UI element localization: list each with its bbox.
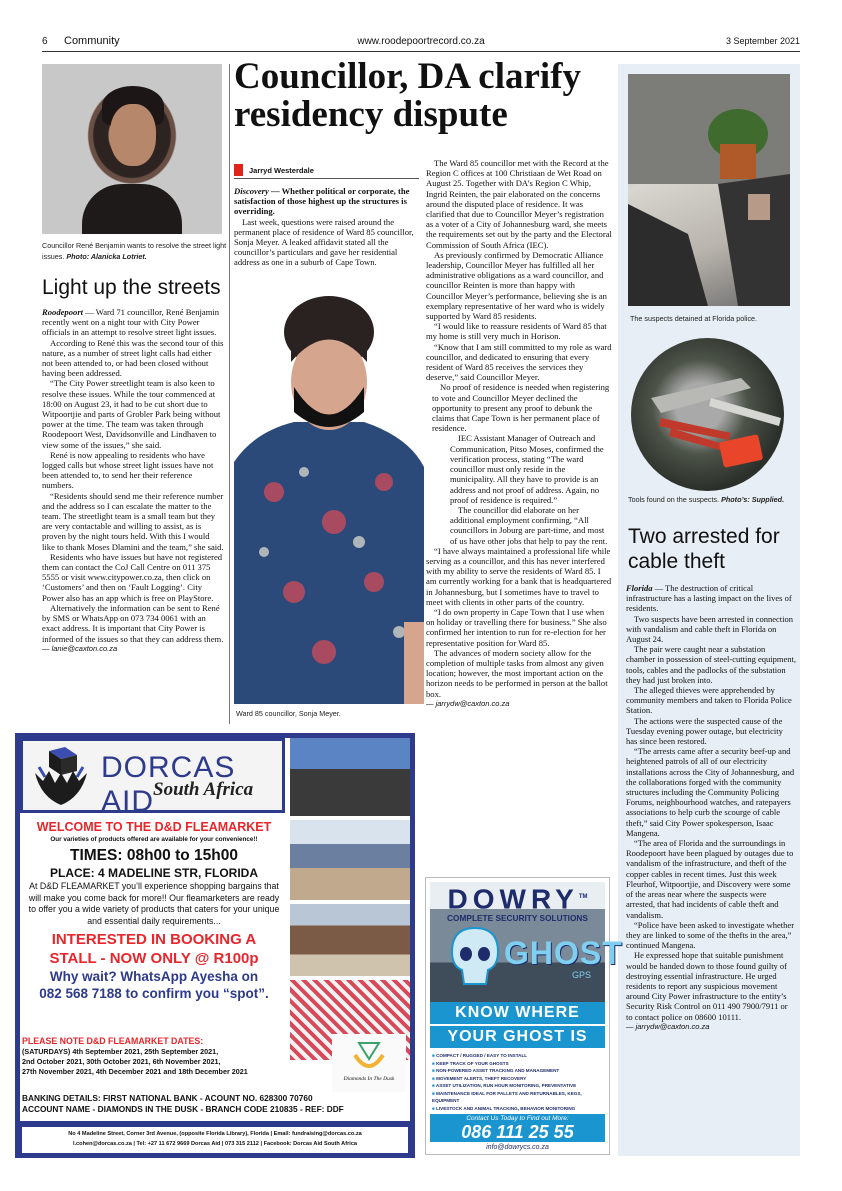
caption-text: Councillor René Benjamin wants to resolve the street light issues. bbox=[42, 241, 227, 261]
banking-line-2: ACCOUNT NAME - DIAMONDS IN THE DUSK - BRANCH CODE 210835 - REF: DDF bbox=[22, 1104, 344, 1114]
feature-list bbox=[432, 1052, 607, 1112]
fleamarket-photos bbox=[290, 738, 410, 1058]
byline-marker-icon bbox=[234, 164, 243, 176]
market-times: TIMES: 08h00 to 15h00 bbox=[70, 847, 238, 864]
tools-photo-caption bbox=[628, 494, 788, 505]
feature-item: ■ LIVESTOCK AND ANIMAL TRACKING, BEHAVIOR MONITORING bbox=[432, 1105, 576, 1111]
paragraph: No proof of residence is needed when registering to vote and Councillor Meyer declined the opportunity to present any proof to debunk the claims that Cape Town is her permanent place of residence. bbox=[432, 382, 610, 434]
paragraph: “I would like to reassure residents of Ward 85 that my home is still very much in Horison. bbox=[426, 321, 607, 342]
skull-icon bbox=[450, 926, 500, 988]
ghost-product-sub: GPS bbox=[572, 970, 592, 980]
ghost-product-name: GHOST bbox=[504, 935, 623, 971]
page-folio bbox=[42, 34, 800, 52]
paragraph: “Police have been asked to investigate whether they are linked to some of the thefts in the area,” continued Mangena. bbox=[626, 919, 795, 951]
feature-item: ■ MOVEMENT ALERTS, THEFT RECOVERY bbox=[432, 1075, 527, 1081]
photo-credit: Photo: Alanicka Lotriet. bbox=[66, 252, 147, 261]
dorcas-aid-advert[interactable] bbox=[15, 733, 415, 1158]
tools-photo bbox=[631, 338, 784, 491]
dates-title: PLEASE NOTE D&D FLEAMARKET DATES: bbox=[22, 1036, 204, 1046]
your-ghost-is-banner: YOUR GHOST IS bbox=[430, 1026, 605, 1048]
paragraph: “The City Power streetlight team is also keen to resolve these issues. While the tour commenced at 18:00 on August 23, it had to be cut short due to Witpoortjie and parts of Grobler Park being without power at the time. The team was taken through Roodepoort West, Davidsonville and Lindhaven to view some of the issues,” she said. bbox=[42, 378, 221, 450]
dowry-brand bbox=[430, 882, 605, 914]
paragraph: As previously confirmed by Democratic Alliance leadership, Councillor Meyer has fulfilled all her administrative obligations as a ward councillor, and councillor Reinten is more than happy with Councillor Meyer’s performance, believing she is an exemplary representative of her ward who is widely supported by Ward 85 residents. bbox=[426, 249, 607, 322]
partner-name: Diamonds In The Dusk bbox=[343, 1076, 395, 1082]
dates-line-1: (SATURDAYS) 4th September 2021, 25th September 2021, bbox=[22, 1047, 219, 1056]
feature-item: ■ NON-POWERED ASSET TRACKING AND MANAGEMENT bbox=[432, 1068, 560, 1073]
welcome-title: WELCOME TO THE D&D FLEAMARKET bbox=[36, 820, 272, 834]
feature-item: ■ ASSET UTILIZATION, RUN HOUR MONITORING, PREVENTATIVE bbox=[432, 1083, 577, 1088]
dorcas-logo bbox=[20, 738, 285, 818]
tagline: Our varieties of products offered are available for your convenience!! bbox=[50, 836, 258, 843]
website-url[interactable]: www.roodepoortrecord.co.za bbox=[357, 36, 485, 47]
contact-label: Contact Us Today to Find out More: bbox=[466, 1115, 569, 1122]
paragraph: Last week, questions were raised around the permanent place of residence of Ward 85 councillor, Sonja Meyer. A leaked affidavit stated all the councillor’s particulars and gave her residential address as one in a suburb of Cape Town. bbox=[234, 216, 414, 268]
fleamarket-info bbox=[20, 820, 288, 1002]
dowry-phone[interactable]: 086 111 25 55 bbox=[461, 1122, 574, 1142]
brand-text: DOWRY bbox=[447, 883, 579, 915]
paragraph: “Know that I am still committed to my role as ward councillor, and dedicated to ensuring that every resident of Ward 85 receives the services they deserve,” said Councillor Meyer. bbox=[426, 341, 612, 383]
diamond-moon-icon bbox=[349, 1037, 389, 1071]
issue-date: 3 September 2021 bbox=[725, 36, 800, 46]
diamonds-in-the-dusk-logo bbox=[332, 1034, 406, 1092]
paragraph: According to René this was the second tour of this nature, as a number of street light calls had either not been attended to, or had been closed without having been addressed. bbox=[42, 337, 224, 379]
feature-item: ■ MAINTENANCE IDEAL FOR PALLETS AND RETURNABLES, KEGS, EQUIPMENT bbox=[432, 1090, 582, 1103]
dorcas-contact-footer bbox=[22, 1127, 408, 1153]
standfirst: — Whether political or corporate, the satisfaction of those highest up the structures is overriding. bbox=[234, 186, 410, 217]
paragraph: Two suspects have been arrested in connection with vandalism and cable theft in Florida on August 24. bbox=[626, 613, 793, 645]
section-name: Community bbox=[64, 35, 120, 47]
paragraph: “I do own property in Cape Town that I use when on holiday or travelling there for business.” She also confirmed her intention to run for re-election for her representative position for Ward 85. bbox=[426, 606, 607, 648]
author-email[interactable]: — lanie@caxton.co.za bbox=[42, 643, 118, 653]
suspects-photo-caption: The suspects detained at Florida police. bbox=[630, 314, 758, 323]
paragraph: — Ward 71 councillor, René Benjamin recently went on a night tour with City Power officials in an attempt to resolve street light issues. bbox=[42, 307, 220, 338]
dates-line-3: 27th November 2021, 4th December 2021 and 18th December 2021 bbox=[22, 1067, 248, 1076]
rene-photo-caption bbox=[42, 240, 227, 262]
feature-text: ASSET UTILIZATION, RUN HOUR MONITORING, PREVENTATIVE bbox=[435, 1083, 577, 1088]
whatsapp-line-2[interactable]: 082 568 7188 to confirm you “spot”. bbox=[39, 986, 269, 1001]
dates-line-2: 2nd October 2021, 30th October 2021, 6th November 2021, bbox=[22, 1057, 221, 1066]
dowry-ghost-gps-advert[interactable] bbox=[425, 877, 623, 1155]
feature-text: KEEP TRACK OF YOUR GHOSTS bbox=[436, 1060, 509, 1066]
right-dateline: Florida bbox=[626, 583, 653, 593]
paragraph: “I have always maintained a professional life while serving as a councillor, and this has never interfered with my ability to serve the residents of Ward 85. I am currently working for a bank that is headquartered in Johannesburg, but I sometimes have to travel to meet with clients in other parts of the country. bbox=[426, 545, 612, 607]
booking-line-1: INTERESTED IN BOOKING A bbox=[51, 931, 257, 948]
paragraph: “The arrests came after a security beef-up and heightened patrols of all of our electricity installations across the City of Johannesburg, and the collaborations forged with the community structures including the Community Policing Forums, neighbourhood watches, and ratepayers associations to help curb the scourge of cable theft,” said City Power spokesperson, Isaac Mangena. bbox=[626, 746, 795, 838]
left-dateline: Roodepoort bbox=[42, 307, 84, 317]
sonja-photo-caption: Ward 85 councillor, Sonja Meyer. bbox=[236, 709, 341, 718]
know-where-banner: KNOW WHERE bbox=[430, 1002, 605, 1024]
main-story-col2 bbox=[426, 158, 612, 709]
ghost-hero-image bbox=[430, 882, 623, 1016]
paragraph: The alleged thieves were apprehended by community members and taken to Florida Police Station. bbox=[626, 685, 792, 716]
dowry-subtitle: COMPLETE SECURITY SOLUTIONS bbox=[447, 913, 588, 923]
paragraph: The advances of modern society allow for the completion of multiple tasks from almost any given location; however, the most important action on the horizon needs to be performed in person at the ballot box. bbox=[426, 647, 608, 699]
feature-text: NON-POWERED ASSET TRACKING AND MANAGEMENT bbox=[436, 1068, 560, 1073]
paragraph: IEC Assistant Manager of Outreach and Communication, Pitso Moses, confirmed the verification process, stating “The ward councillor must only reside in the municipality. All they have to provide is an address and not proof of address. Again, no proof of residence is required.” bbox=[450, 433, 604, 505]
sonja-meyer-photo bbox=[234, 292, 424, 704]
main-headline: Councillor, DA clarify residency dispute bbox=[234, 56, 582, 135]
paragraph: The Ward 85 councillor met with the Record at the Region C offices at 100 Christiaan de Wet Road on August 25. Together with DA’s Region C Whip, Ingrid Reinten, the pair elaborated on the concerns around the disputed place of residence. It was clarified that due to Councillor Meyer’s registration as a voter of a City of Johannesburg ward, she meets the requirements set out by the party and the Electoral Commission of South Africa (IEC). bbox=[426, 158, 612, 250]
byline bbox=[234, 164, 419, 179]
left-headline: Light up the streets bbox=[42, 276, 221, 299]
paragraph: “The area of Florida and the surroundings in Roodepoort have been plagued by outages due to vandalism of the infrastructure, and theft of the copper cables in recent times. Just this week Fleurhof, Witpoortjie, and Discovery were some of the areas near where the suspects were arrested, that had incidents of cable theft and vandalism. bbox=[626, 838, 794, 920]
author-email[interactable]: — jarrydw@caxton.co.za bbox=[426, 698, 510, 708]
paragraph: Residents who have issues but have not registered them can contact the CoJ Call Centre on 011 375 5555 or visit www.citypower.co.za, then click on ‘Customers’ and then on ‘Fault Logging’. City Power also has an app which is free on PlayStore. bbox=[42, 551, 223, 603]
footer-line-1: No 4 Madeline Street, Corner 3rd Avenue, (opposite Florida Library), Florida | Email: fundraising@dorcas.co.za bbox=[68, 1131, 362, 1137]
market-description: At D&D FLEAMARKET you’ll experience shopping bargains that will make you come back for more!! Our fleamarketers are ready to offer you a wide variety of products that caters for your unique and essential daily requirements... bbox=[28, 881, 280, 926]
caption-text: Tools found on the suspects. bbox=[628, 495, 720, 504]
feature-item: ■ KEEP TRACK OF YOUR GHOSTS bbox=[432, 1060, 509, 1066]
byline-author: Jarryd Westerdale bbox=[249, 166, 314, 175]
suspects-photo bbox=[628, 74, 790, 306]
right-headline: Two arrested for cable theft bbox=[628, 525, 780, 573]
hands-box-icon bbox=[31, 747, 91, 807]
paragraph: The pair were caught near a substation chamber in possession of steel-cutting equipment, tools, cables and the padlocks of the substation they had just broken into. bbox=[626, 644, 796, 685]
booking-line-2: STALL - NOW ONLY @ R100p bbox=[49, 950, 259, 967]
trademark: TM bbox=[578, 894, 588, 900]
dorcas-brand-name: DORCAS AID bbox=[101, 751, 236, 818]
paragraph: The actions were the suspected cause of the Tuesday evening power outage, but electricity has since been restored. bbox=[626, 715, 783, 747]
dowry-email[interactable]: info@dowrycs.co.za bbox=[486, 1144, 549, 1151]
paragraph: He expressed hope that suitable punishment would be handed down to those found guilty of destroying essential infrastructure. He urged residents to report any suspicious movement around City Power infrastructure to the entity’s Security Risk Control on 011 490 7900/7911 or to contact police on 08600 10111. bbox=[626, 950, 788, 1022]
author-email[interactable]: — jarrydw@caxton.co.za bbox=[626, 1021, 710, 1031]
footer-line-2: l.cohen@dorcas.co.za | Tel: +27 11 672 9669 Dorcas Aid | 073 315 2112 | Facebook: Dorcas Aid South Africa bbox=[72, 1141, 358, 1147]
contact-banner bbox=[430, 1114, 605, 1142]
main-story-col1 bbox=[234, 186, 418, 268]
market-place: PLACE: 4 MADELINE STR, FLORIDA bbox=[49, 866, 258, 880]
photo-credit: Photo’s: Supplied. bbox=[721, 495, 785, 504]
feature-text: COMPACT / RUGGED / EASY TO INSTALL bbox=[436, 1053, 528, 1058]
feature-text: MAINTENANCE IDEAL FOR PALLETS AND RETURNABLES, KEGS, EQUIPMENT bbox=[432, 1090, 582, 1103]
paragraph: The councillor did elaborate on her additional employment confirming, “All councillors in Joburg are part-time, and most of us have other jobs that help to pay the rent. bbox=[450, 504, 608, 546]
right-story-body bbox=[626, 583, 796, 1032]
page-number: 6 bbox=[42, 36, 48, 47]
fleamarket-dates bbox=[22, 1036, 322, 1077]
dorcas-brand-sub: South Africa bbox=[153, 779, 254, 800]
feature-item: ■ COMPACT / RUGGED / EASY TO INSTALL bbox=[432, 1053, 528, 1058]
main-dateline: Discovery bbox=[234, 186, 269, 196]
feature-text: LIVESTOCK AND ANIMAL TRACKING, BEHAVIOR MONITORING bbox=[436, 1105, 576, 1111]
banking-details bbox=[22, 1093, 408, 1115]
paragraph: “Residents should send me their reference number and the address so I can escalate the matter to the team. The streetlight team is a small team but they are very contactable and willing to assist, as is proven by the night tours held. With this I would like to thank Moses Dlamini and the team,” she said. bbox=[42, 490, 224, 552]
paragraph: — The destruction of critical infrastructure has a lasting impact on the lives of residents. bbox=[626, 583, 792, 614]
feature-text: MOVEMENT ALERTS, THEFT RECOVERY bbox=[436, 1075, 527, 1081]
banking-line-1: BANKING DETAILS: FIRST NATIONAL BANK - ACOUNT NO. 628300 70760 bbox=[22, 1093, 313, 1103]
whatsapp-line-1: Why wait? WhatsApp Ayesha on bbox=[49, 969, 259, 984]
paragraph: Alternatively the information can be sent to René by SMS or WhatsApp on 073 734 0061 with an exact address. It is important that City Power is informed of the issues so that they can address them. bbox=[42, 602, 224, 644]
paragraph: René is now appealing to residents who have logged calls but whose street light issues have not been attended to, to send her their reference numbers. bbox=[42, 449, 214, 491]
left-story-body bbox=[42, 307, 224, 654]
rene-benjamin-photo bbox=[42, 64, 222, 234]
column-divider bbox=[229, 64, 230, 724]
